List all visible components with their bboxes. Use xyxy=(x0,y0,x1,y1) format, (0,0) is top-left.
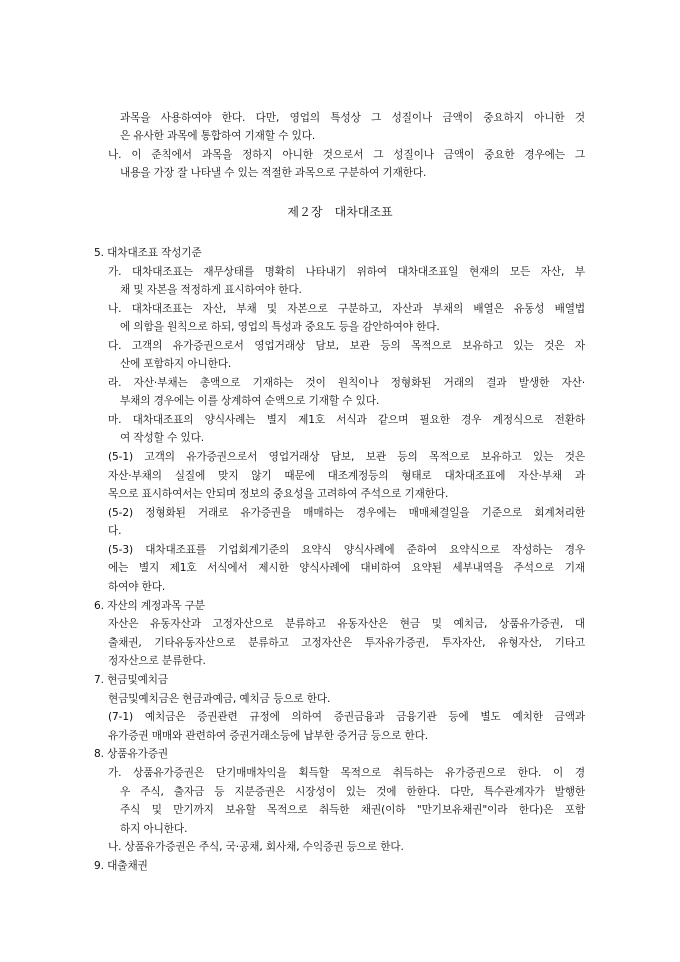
text-line: 채 및 자본을 적정하게 표시하여야 한다. xyxy=(120,284,302,296)
text-line: 다. xyxy=(108,525,122,537)
text-line: 은 유사한 과목에 통합하여 기재할 수 있다. xyxy=(120,130,316,142)
section-heading: 5. 대차대조표 작성기준 xyxy=(94,247,202,259)
text-line: 하지 아니한다. xyxy=(120,823,188,835)
text-line: 주식 및 만기까지 보유할 목적으로 취득한 채권(이하 "만기보유채권"이라 한다)은 포함 xyxy=(120,804,585,816)
text-line: 여 작성할 수 있다. xyxy=(120,432,205,444)
text-line: (7-1) 예치금은 증권관련 규정에 의하여 증권금융과 금융기관 등에 별도 예치한 금액과 xyxy=(108,711,585,723)
text-line: 현금및예치금은 현금과예금, 예치금 등으로 한다. xyxy=(108,693,331,705)
section-heading: 7. 현금및예치금 xyxy=(94,674,168,686)
text-line: 출채권, 기타유동자산으로 분류하고 고정자산은 투자유가증권, 투자자산, 유형자산, 기타고 xyxy=(108,637,585,649)
text-line: 나. 이 준칙에서 과목을 정하지 아니한 것으로서 그 성질이나 금액이 중요한 경우에는 그 xyxy=(108,149,585,161)
text-line: (5-3) 대차대조표를 기업회계기준의 요약식 양식사례에 준하여 요약식으로 작성하는 경우 xyxy=(108,544,585,556)
section-heading: 8. 상품유가증권 xyxy=(94,748,168,760)
text-line: 에는 별지 제1호 서식에서 제시한 양식사례에 대비하여 요약된 세부내역을 주석으로 기재 xyxy=(108,562,585,574)
text-line: 과목을 사용하여야 한다. 다만, 영업의 특성상 그 성질이나 금액이 중요하지 아니한 것 xyxy=(120,112,585,124)
text-line: (5-1) 고객의 유가증권으로서 영업거래상 담보, 보관 등의 목적으로 보유하고 있는 것은 xyxy=(108,451,585,463)
text-line: 유가증권 매매와 관련하여 증권거래소등에 납부한 증거금 등으로 한다. xyxy=(108,730,429,742)
text-line: 나. 상품유가증권은 주식, 국·공채, 회사채, 수익증권 등으로 한다. xyxy=(108,841,404,853)
text-line: 우 주식, 출자금 등 지분증권은 시장성이 있는 것에 한한다. 다만, 특수관계자가 발행한 xyxy=(120,786,585,798)
text-line: 자산·부채의 실질에 맞지 않기 때문에 대조계정등의 형태로 대차대조표에 자산·부채 과 xyxy=(108,470,585,482)
text-line: 자산은 유동자산과 고정자산으로 분류하고 유동자산은 현금 및 예치금, 상품유가증권, 대 xyxy=(108,618,585,630)
text-line: 마. 대차대조표의 양식사례는 별지 제1호 서식과 같으며 필요한 경우 계정식으로 전환하 xyxy=(108,414,585,426)
text-line: 에 의함을 원칙으로 하되, 영업의 특성과 중요도 등을 감안하여야 한다. xyxy=(120,321,440,333)
text-line: 정자산으로 분류한다. xyxy=(108,655,206,667)
chapter-title: 제２장 대차대조표 xyxy=(287,205,393,219)
section-heading: 9. 대출채권 xyxy=(94,860,148,872)
text-line: 가. 대차대조표는 재무상태를 명확히 나타내기 위하여 대차대조표일 현재의 모든 자산, 부 xyxy=(108,266,585,278)
text-line: 다. 고객의 유가증권으로서 영업거래상 담보, 보관 등의 목적으로 보유하고 있는 것은 자 xyxy=(108,340,585,352)
text-line: 부채의 경우에는 이를 상계하여 순액으로 기재할 수 있다. xyxy=(120,395,380,407)
text-line: 내용을 가장 잘 나타낼 수 있는 적절한 과목으로 구분하여 기재한다. xyxy=(120,167,427,179)
text-line: 라. 자산·부채는 총액으로 기재하는 것이 원칙이나 정형화된 거래의 결과 발생한 자산· xyxy=(108,377,585,389)
text-line: (5-2) 정형화된 거래로 유가증권을 매매하는 경우에는 매매체결일을 기준으로 회계처리한 xyxy=(108,507,585,519)
text-line: 산에 포함하지 아니한다. xyxy=(120,358,232,370)
text-line: 가. 상품유가증권은 단기매매차익을 획득할 목적으로 취득하는 유가증권으로 한다. 이 경 xyxy=(108,767,585,779)
section-heading: 6. 자산의 계정과목 구분 xyxy=(94,600,205,612)
text-line: 목으로 표시하여서는 안되며 정보의 중요성을 고려하여 주석으로 기재한다. xyxy=(108,488,449,500)
text-line: 하여야 한다. xyxy=(108,581,166,593)
text-line: 나. 대차대조표는 자산, 부채 및 자본으로 구분하고, 자산과 부채의 배열은 유동성 배열법 xyxy=(108,303,585,315)
